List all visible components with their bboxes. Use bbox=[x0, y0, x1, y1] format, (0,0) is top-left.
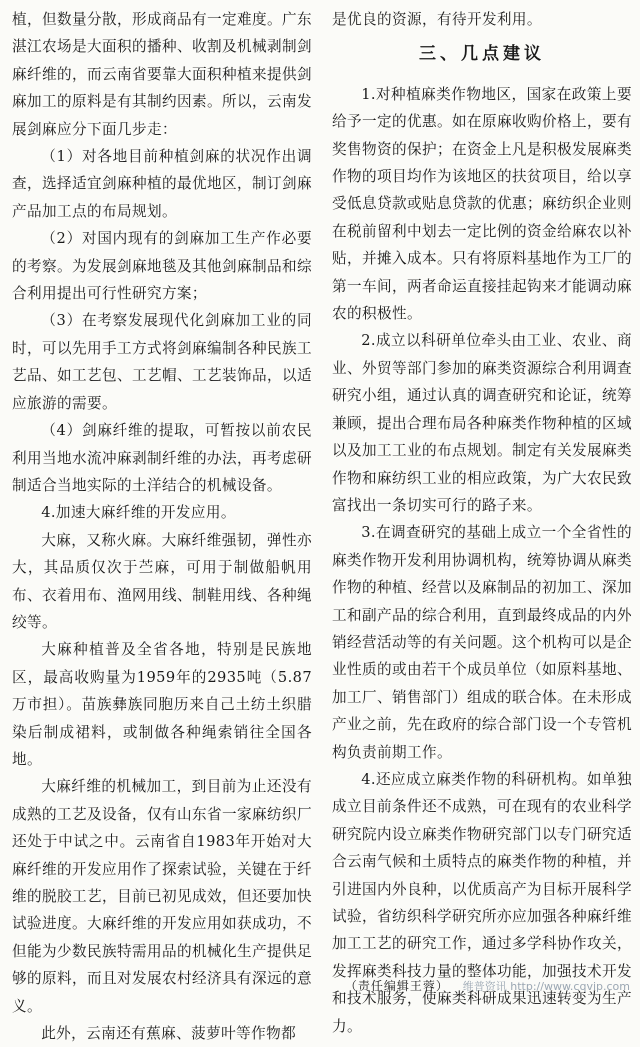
paragraph: 植，但数量分散，形成商品有一定难度。广东湛江农场是大面积的播种、收割及机械剥制剑麻纤维的，而云南省要靠大面积种植来提供剑麻加工的原料是有其制约因素。所以，云南发展剑麻应分下面几步走： bbox=[12, 11, 312, 138]
paragraph: 大麻种植普及全省各地，特别是民族地区，最高收购量为1959年的2935吨（5.87万市担）。苗族彝族同胞历来自己土纺土织腊染后制成裙料，或制做各种绳索销往全国各地。 bbox=[12, 641, 312, 768]
recommendation-paragraph: 2.成立以科研单位牵头由工业、农业、商业、外贸等部门参加的麻类资源综合利用调查研究小组，通过认真的调查研究和论证，统筹兼顾，提出合理布局各种麻类作物种植的区域以及加工工业的布点规划。制定有关发展麻类作物和麻纺织工业的相应政策，为广大农民致富找出一条切实可行的路子来。 bbox=[332, 332, 632, 514]
right-column-continuation: 是优良的资源，有待开发利用。 bbox=[332, 11, 542, 28]
left-column bbox=[12, 6, 312, 1047]
paragraph: 4.加速大麻纤维的开发应用。 bbox=[41, 504, 236, 522]
editor-credit bbox=[345, 979, 449, 993]
watermark-text: 维普资讯 http://www.cqvip.com bbox=[462, 980, 630, 993]
page-footer bbox=[345, 977, 630, 994]
paragraph: （3）在考察发展现代化剑麻加工业的同时，可以先用手工方式将剑麻编制各种民族工艺品、如工艺包、工艺帽、工艺装饰品，以适应旅游的需要。 bbox=[12, 312, 312, 412]
right-column bbox=[332, 6, 632, 1040]
editor-label: （责任编辑 bbox=[344, 979, 410, 993]
paragraph: （1）对各地目前种植剑麻的状况作出调查，选择适宜剑麻种植的最优地区，制订剑麻产品加工点的布局规划。 bbox=[12, 148, 312, 220]
recommendation-paragraph: 3.在调查研究的基础上成立一个全省性的麻类作物开发利用协调机构，统筹协调从麻类作物的种植、经营以及麻制品的初加工、深加工和副产品的综合利用，直到最终成品的内外销经营活动等的有关问题。这个机构可以是企业性质的或由若干个成员单位（如原料基地、加工厂、销售部门）组成的联合体。在未形成产业之前，先在政府的综合部门设一个专管机构负责前期工作。 bbox=[332, 524, 632, 761]
recommendation-paragraph: 4.还应成立麻类作物的科研机构。如单独成立目前条件还不成熟，可在现有的农业科学研究院内设立麻类作物研究部门以专门研究适合云南气候和土质特点的麻类作物的种植，并引进国内外良种，以优质高产为目标开展科学试验，省纺织科学研究所亦应加强各种麻纤维加工工艺的研究工作，通过多学科协作攻关，发挥麻类科技力量的整体功能，加强技术开发和技术服务，使麻类科研成果迅速转变为生产力。 bbox=[332, 770, 632, 1035]
paragraph: （2）对国内现有的剑麻加工生产作必要的考察。为发展剑麻地毯及其他剑麻制品和综合利用提出可行性研究方案； bbox=[12, 230, 312, 303]
editor-name: 王蓉） bbox=[409, 979, 449, 993]
recommendation-paragraph: 1.对种植麻类作物地区，国家在政策上要给予一定的优惠。如在原麻收购价格上，要有奖售物资的保护；在资金上凡是积极发展麻类作物的项目均作为该地区的扶贫项目，给以享受低息贷款或贴息贷款的优惠；麻纺织企业则在税前留利中划去一定比例的资金给麻农以补贴，并摊入成本。只有将原料基地作为工厂的第一车间，两者命运直接挂起钩来才能调动麻农的积极性。 bbox=[332, 85, 632, 323]
paragraph: 此外，云南还有蕉麻、菠萝叶等作物都 bbox=[41, 1025, 297, 1043]
paragraph: 大麻，又称火麻。大麻纤维强韧，弹性亦大，其品质仅次于苎麻，可用于制做船帆用布、衣着用布、渔网用线、制鞋用线、各种绳绞等。 bbox=[12, 531, 312, 631]
paragraph: （4）剑麻纤维的提取，可暂按以前农民利用当地水流冲麻剥制纤维的办法，再考虑研制适合当地实际的土洋结合的机械设备。 bbox=[12, 422, 312, 494]
recommendations-list bbox=[332, 81, 632, 1040]
paragraph: 大麻纤维的机械加工，到目前为止还没有成熟的工艺及设备，仅有山东省一家麻纺织厂还处于中试之中。云南省自1983年开始对大麻纤维的开发应用作了探索试验，关键在于纤维的脱胶工艺，目前已初见成效，但还要加快试验进度。大麻纤维的开发应用如获成功，不但能为少数民族特需用品的机械化生产提供足够的原料，而且对发展农村经济具有深远的意义。 bbox=[12, 778, 312, 1015]
section-heading: 三、几点建议 bbox=[419, 44, 545, 65]
